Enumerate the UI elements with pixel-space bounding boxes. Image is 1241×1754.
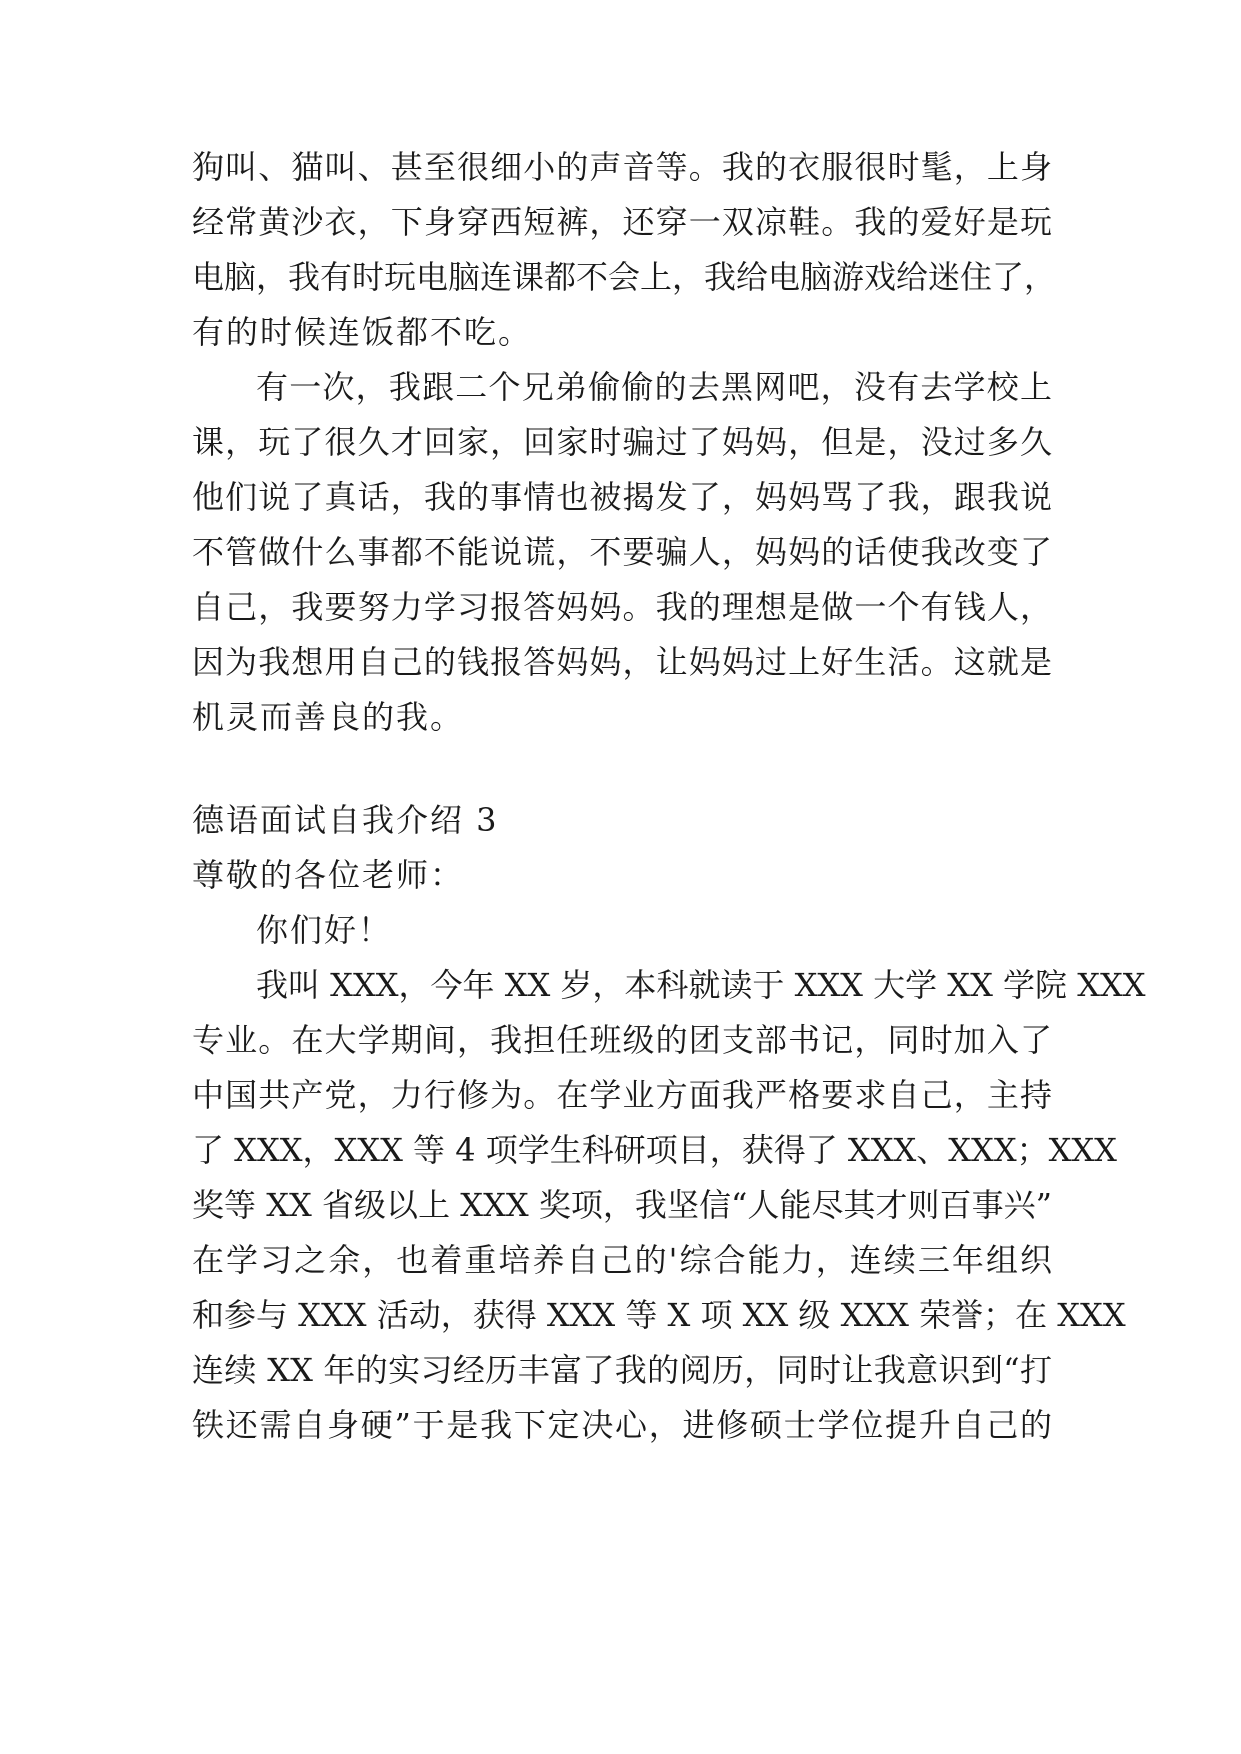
paragraph-line: 机灵而善良的我。 bbox=[192, 698, 465, 736]
paragraph-line: 中国共产党，力行修为。在学业方面我严格要求自己，主持 bbox=[192, 1076, 1052, 1114]
paragraph-line: 铁还需自身硬”于是我下定决心，进修硕士学位提升自己的 bbox=[192, 1406, 1052, 1444]
greeting: 你们好！ bbox=[256, 911, 393, 949]
salutation: 尊敬的各位老师： bbox=[192, 856, 465, 894]
paragraph-line: 电脑，我有时玩电脑连课都不会上，我给电脑游戏给迷住了， bbox=[192, 258, 1057, 296]
paragraph-line: 经常黄沙衣，下身穿西短裤，还穿一双凉鞋。我的爱好是玩 bbox=[192, 203, 1052, 241]
paragraph-line: 连续 XX 年的实习经历丰富了我的阅历，同时让我意识到“打 bbox=[192, 1351, 1052, 1389]
paragraph-line: 和参与 XXX 活动，获得 XXX 等 X 项 XX 级 XXX 荣誉；在 XXX bbox=[192, 1296, 1126, 1334]
paragraph-line: 因为我想用自己的钱报答妈妈，让妈妈过上好生活。这就是 bbox=[192, 643, 1052, 681]
paragraph-line: 狗叫、猫叫、甚至很细小的声音等。我的衣服很时髦，上身 bbox=[192, 148, 1052, 186]
paragraph-line: 不管做什么事都不能说谎，不要骗人，妈妈的话使我改变了 bbox=[192, 533, 1052, 571]
paragraph-line: 他们说了真话，我的事情也被揭发了，妈妈骂了我，跟我说 bbox=[192, 478, 1052, 516]
paragraph-line: 自己，我要努力学习报答妈妈。我的理想是做一个有钱人， bbox=[192, 588, 1052, 626]
paragraph-line: 课，玩了很久才回家，回家时骗过了妈妈，但是，没过多久 bbox=[192, 423, 1052, 461]
paragraph-line: 我叫 XXX，今年 XX 岁，本科就读于 XXX 大学 XX 学院 XXX bbox=[256, 966, 1146, 1004]
paragraph-line: 有的时候连饭都不吃。 bbox=[192, 313, 533, 351]
section-title: 德语面试自我介绍 3 bbox=[192, 801, 499, 839]
paragraph-line: 有一次，我跟二个兄弟偷偷的去黑网吧，没有去学校上 bbox=[256, 368, 1052, 406]
paragraph-line: 奖等 XX 省级以上 XXX 奖项，我坚信“人能尽其才则百事兴” bbox=[192, 1186, 1052, 1224]
paragraph-line: 在学习之余，也着重培养自己的'综合能力，连续三年组织 bbox=[192, 1241, 1052, 1279]
paragraph-line: 了 XXX，XXX 等 4 项学生科研项目，获得了 XXX、XXX；XXX bbox=[192, 1131, 1117, 1169]
paragraph-line: 专业。在大学期间，我担任班级的团支部书记，同时加入了 bbox=[192, 1021, 1052, 1059]
